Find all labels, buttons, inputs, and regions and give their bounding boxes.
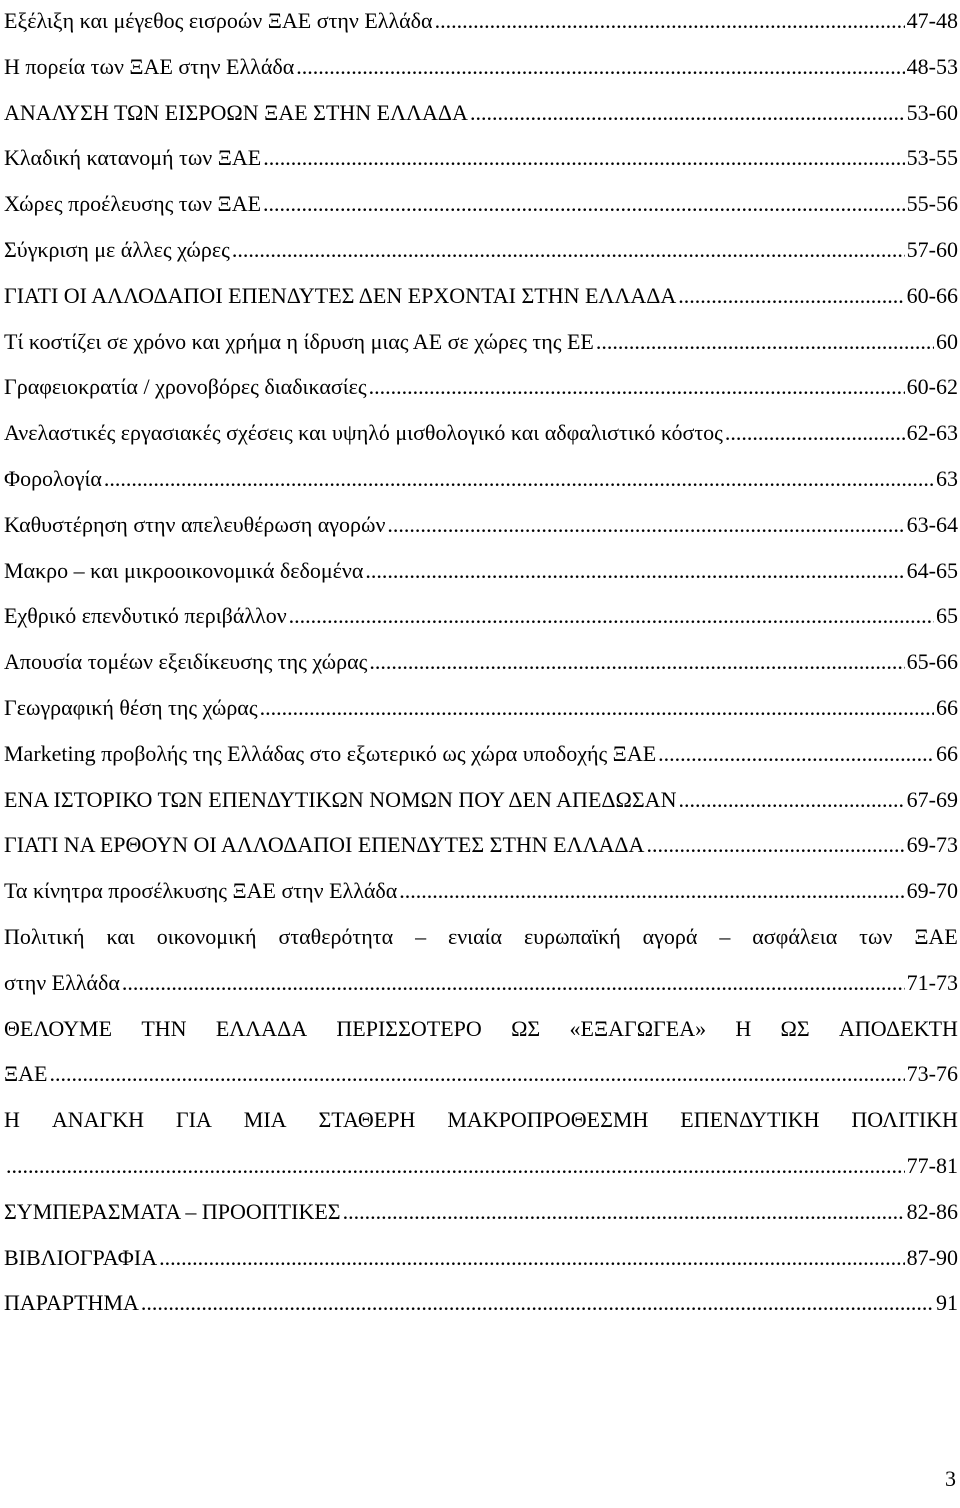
toc-entry-title: Χώρες προέλευσης των ΞΑΕ [4, 191, 262, 217]
toc-leader-dots [141, 1290, 934, 1316]
toc-entry-pages: 69-70 [906, 878, 958, 904]
toc-entry-title: στην Ελλάδα [4, 969, 120, 995]
toc-entry-title: ΕΝΑ ΙΣΤΟΡΙΚΟ ΤΩΝ ΕΠΕΝΔΥΤΙΚΩΝ ΝΟΜΩΝ ΠΟΥ ΔΕΝ ΑΠΕΔΩΣΑΝ [4, 786, 677, 812]
toc-entry-pages: 91 [936, 1290, 958, 1316]
toc-entry [4, 0, 958, 34]
toc-entry-pages: 65 [936, 603, 958, 629]
toc-entry-pages: 63 [936, 466, 958, 491]
toc-leader-dots [399, 878, 904, 904]
toc-entry-pages: 62-63 [906, 420, 958, 446]
toc-entry-title: Marketing προβολής της Ελλάδας στο εξωτερικό ως χώρα υποδοχής ΞΑΕ [4, 740, 657, 766]
toc-leader-dots [260, 695, 934, 721]
toc-entry [4, 1191, 958, 1225]
toc-entry [4, 275, 958, 309]
toc-entry-word: «ΕΞΑΓΩΓΕΑ» [569, 1015, 707, 1041]
toc-entry [4, 962, 958, 996]
toc-entry-word: ευρωπαϊκή [524, 924, 621, 949]
toc-entry-title: Η πορεία των ΞΑΕ στην Ελλάδα [4, 53, 295, 79]
toc-entry [4, 550, 958, 584]
toc-leader-dots [289, 603, 934, 629]
toc-entry-title: Εχθρικό επενδυτικό περιβάλλον [4, 603, 287, 629]
toc-entry-word: – [719, 924, 731, 949]
toc-leader-dots [725, 420, 905, 446]
toc-entry-pages: 60 [936, 328, 958, 354]
toc-entry [4, 824, 958, 858]
toc-entry-title: Τί κοστίζει σε χρόνο και χρήμα η ίδρυση μιας ΑΕ σε χώρες της ΕΕ [4, 328, 594, 354]
toc-leader-dots [365, 558, 904, 584]
toc-entry-wrapped-line [4, 1016, 958, 1042]
toc-entry-pages: 60-66 [906, 282, 958, 308]
toc-entry-pages: 69-73 [906, 832, 958, 858]
toc-entry [4, 870, 958, 904]
toc-entry-word: ΩΣ [780, 1015, 810, 1041]
toc-leader-dots [6, 1153, 905, 1179]
toc-leader-dots [122, 970, 905, 996]
toc-entry-word: και [106, 924, 135, 949]
toc-entry [4, 137, 958, 171]
toc-entry-word: ασφάλεια [752, 924, 838, 949]
toc-entry-word: ΕΠΕΝΔΥΤΙΚΗ [680, 1107, 820, 1133]
toc-entry-pages: 53-60 [906, 99, 958, 125]
toc-entry-word: ΑΠΟΔΕΚΤΗ [838, 1015, 958, 1041]
toc-entry-title: Καθυστέρηση στην απελευθέρωση αγορών [4, 511, 386, 537]
toc-entry-title: ΣΥΜΠΕΡΑΣΜΑΤΑ – ΠΡΟΟΠΤΙΚΕΣ [4, 1198, 341, 1224]
toc-entry-pages: 82-86 [906, 1198, 958, 1224]
toc-entry-wrapped-line [4, 924, 958, 950]
toc-leader-dots [343, 1199, 905, 1225]
toc-entry-wrapped-line [4, 1107, 958, 1133]
toc-entry-title: Εξέλιξη και μέγεθος εισροών ΞΑΕ στην Ελλάδα [4, 8, 433, 33]
toc-entry-title: Γεωγραφική θέση της χώρας [4, 695, 258, 720]
toc-entry-word: ΘΕΛΟΥΜΕ [4, 1015, 113, 1041]
toc-entry-pages: 87-90 [906, 1244, 958, 1270]
toc-leader-dots [263, 145, 904, 171]
toc-entry [4, 1053, 958, 1087]
toc-entry-pages: 71-73 [906, 969, 958, 995]
toc-entry-title: Τα κίνητρα προσέλκυσης ΞΑΕ στην Ελλάδα [4, 878, 398, 904]
toc-entry-word: των [859, 924, 893, 949]
toc-entry [4, 183, 958, 217]
toc-entry [4, 733, 958, 767]
toc-entry-title: Φορολογία [4, 466, 102, 491]
toc-entry-word: οικονομική [156, 924, 257, 949]
toc-leader-dots [646, 832, 904, 858]
toc-entry-word: ΞΑΕ [914, 924, 958, 949]
toc-entry-pages: 64-65 [906, 557, 958, 583]
toc-leader-dots [296, 54, 904, 80]
toc-leader-dots [369, 374, 905, 400]
toc-entry-word: ΣΤΑΘΕΡΗ [318, 1107, 416, 1133]
toc-entry-pages: 73-76 [906, 1061, 958, 1087]
toc-entry [4, 321, 958, 355]
toc-leader-dots [678, 787, 904, 813]
toc-entry-pages: 66 [936, 740, 958, 766]
toc-entry-pages: 53-55 [906, 145, 958, 171]
toc-entry [4, 687, 958, 721]
toc-entry-pages: 60-62 [906, 374, 958, 400]
toc-entry-word: αγορά [642, 924, 698, 949]
toc-entry [4, 504, 958, 538]
toc-entry-title: ΞΑΕ [4, 1061, 48, 1087]
toc-leader-dots [104, 466, 934, 492]
toc-entry [4, 641, 958, 675]
toc-entry-word: ΩΣ [511, 1015, 541, 1041]
toc-entry [4, 366, 958, 400]
toc-leader-dots [369, 649, 904, 675]
toc-leader-dots [232, 237, 905, 263]
toc-leader-dots [678, 283, 904, 309]
toc-leader-dots [159, 1245, 905, 1271]
toc-entry-title: ΠΑΡΑΡΤΗΜΑ [4, 1290, 139, 1316]
toc-entry-word: ενιαία [448, 924, 503, 949]
toc-entry-title: ΓΙΑΤΙ ΟΙ ΑΛΛΟΔΑΠΟΙ ΕΠΕΝΔΥΤΕΣ ΔΕΝ ΕΡΧΟΝΤΑΙ ΣΤΗΝ ΕΛΛΑΔΑ [4, 282, 677, 308]
toc-entry-word: Η [4, 1107, 20, 1133]
toc-entry-word: ΕΛΛΑΔΑ [215, 1015, 308, 1041]
toc-entry [4, 412, 958, 446]
toc-entry-pages: 55-56 [906, 191, 958, 217]
toc-entry [4, 92, 958, 126]
toc-entry-word: ΤΗΝ [141, 1015, 187, 1041]
toc-entry-pages: 57-60 [906, 237, 958, 262]
toc-leader-dots [49, 1061, 904, 1087]
toc-entry [4, 1282, 958, 1316]
toc-entry-pages: 63-64 [906, 511, 958, 537]
toc-entry-word: ΜΑΚΡΟΠΡΟΘΕΣΜΗ [447, 1107, 649, 1133]
toc-leader-dots [435, 8, 905, 34]
toc-entry [4, 458, 958, 492]
page-number: 3 [945, 1466, 956, 1491]
toc-entry-title: Κλαδική κατανομή των ΞΑΕ [4, 145, 262, 171]
toc-entry-word: ΠΟΛΙΤΙΚΗ [851, 1107, 958, 1133]
toc-entry-pages: 48-53 [906, 53, 958, 79]
toc-entry [4, 46, 958, 80]
toc-entry [4, 1145, 958, 1179]
toc-leader-dots [658, 741, 934, 767]
toc-entry-word: ΓΙΑ [175, 1107, 212, 1133]
toc-entry-pages: 77-81 [906, 1153, 958, 1178]
toc-entry [4, 779, 958, 813]
toc-leader-dots [596, 329, 934, 355]
toc-entry-pages: 67-69 [906, 786, 958, 812]
toc-entry-word: – [415, 924, 427, 949]
toc-entry [4, 1237, 958, 1271]
toc-leader-dots [263, 191, 905, 217]
toc-entry-pages: 65-66 [906, 649, 958, 675]
toc-entry-title: Ανελαστικές εργασιακές σχέσεις και υψηλό μισθολογικό και αδφαλιστικό κόστος [4, 420, 723, 446]
toc-entry-word: ΠΕΡΙΣΣΟΤΕΡΟ [336, 1015, 482, 1041]
toc-entry-word: ΜΙΑ [243, 1107, 287, 1133]
toc-entry-word: σταθερότητα [278, 924, 394, 949]
toc-leader-dots [387, 512, 904, 538]
toc-entry-pages: 66 [936, 695, 958, 720]
toc-entry [4, 229, 958, 263]
toc-entry [4, 595, 958, 629]
toc-entry-word: Η [735, 1015, 752, 1041]
toc-entry-title: ΑΝΑΛΥΣΗ ΤΩΝ ΕΙΣΡΟΩΝ ΞΑΕ ΣΤΗΝ ΕΛΛΑΔΑ [4, 99, 468, 125]
toc-entry-word: Πολιτική [4, 924, 85, 949]
toc-entry-title: Γραφειοκρατία / χρονοβόρες διαδικασίες [4, 374, 367, 400]
toc-entry-title: Μακρο – και μικροοικονομικά δεδομένα [4, 557, 364, 583]
toc-entry-title: ΓΙΑΤΙ ΝΑ ΕΡΘΟΥΝ ΟΙ ΑΛΛΟΔΑΠΟΙ ΕΠΕΝΔΥΤΕΣ ΣΤΗΝ ΕΛΛΑΔΑ [4, 832, 645, 858]
toc-entry-title: ΒΙΒΛΙΟΓΡΑΦΙΑ [4, 1244, 158, 1270]
toc-entry-word: ΑΝΑΓΚΗ [51, 1107, 144, 1133]
toc-entry-title: Σύγκριση με άλλες χώρες [4, 237, 230, 262]
toc-entry-title: Απουσία τομέων εξειδίκευσης της χώρας [4, 649, 368, 675]
toc-leader-dots [470, 100, 905, 126]
toc-entry-pages: 47-48 [906, 8, 958, 33]
